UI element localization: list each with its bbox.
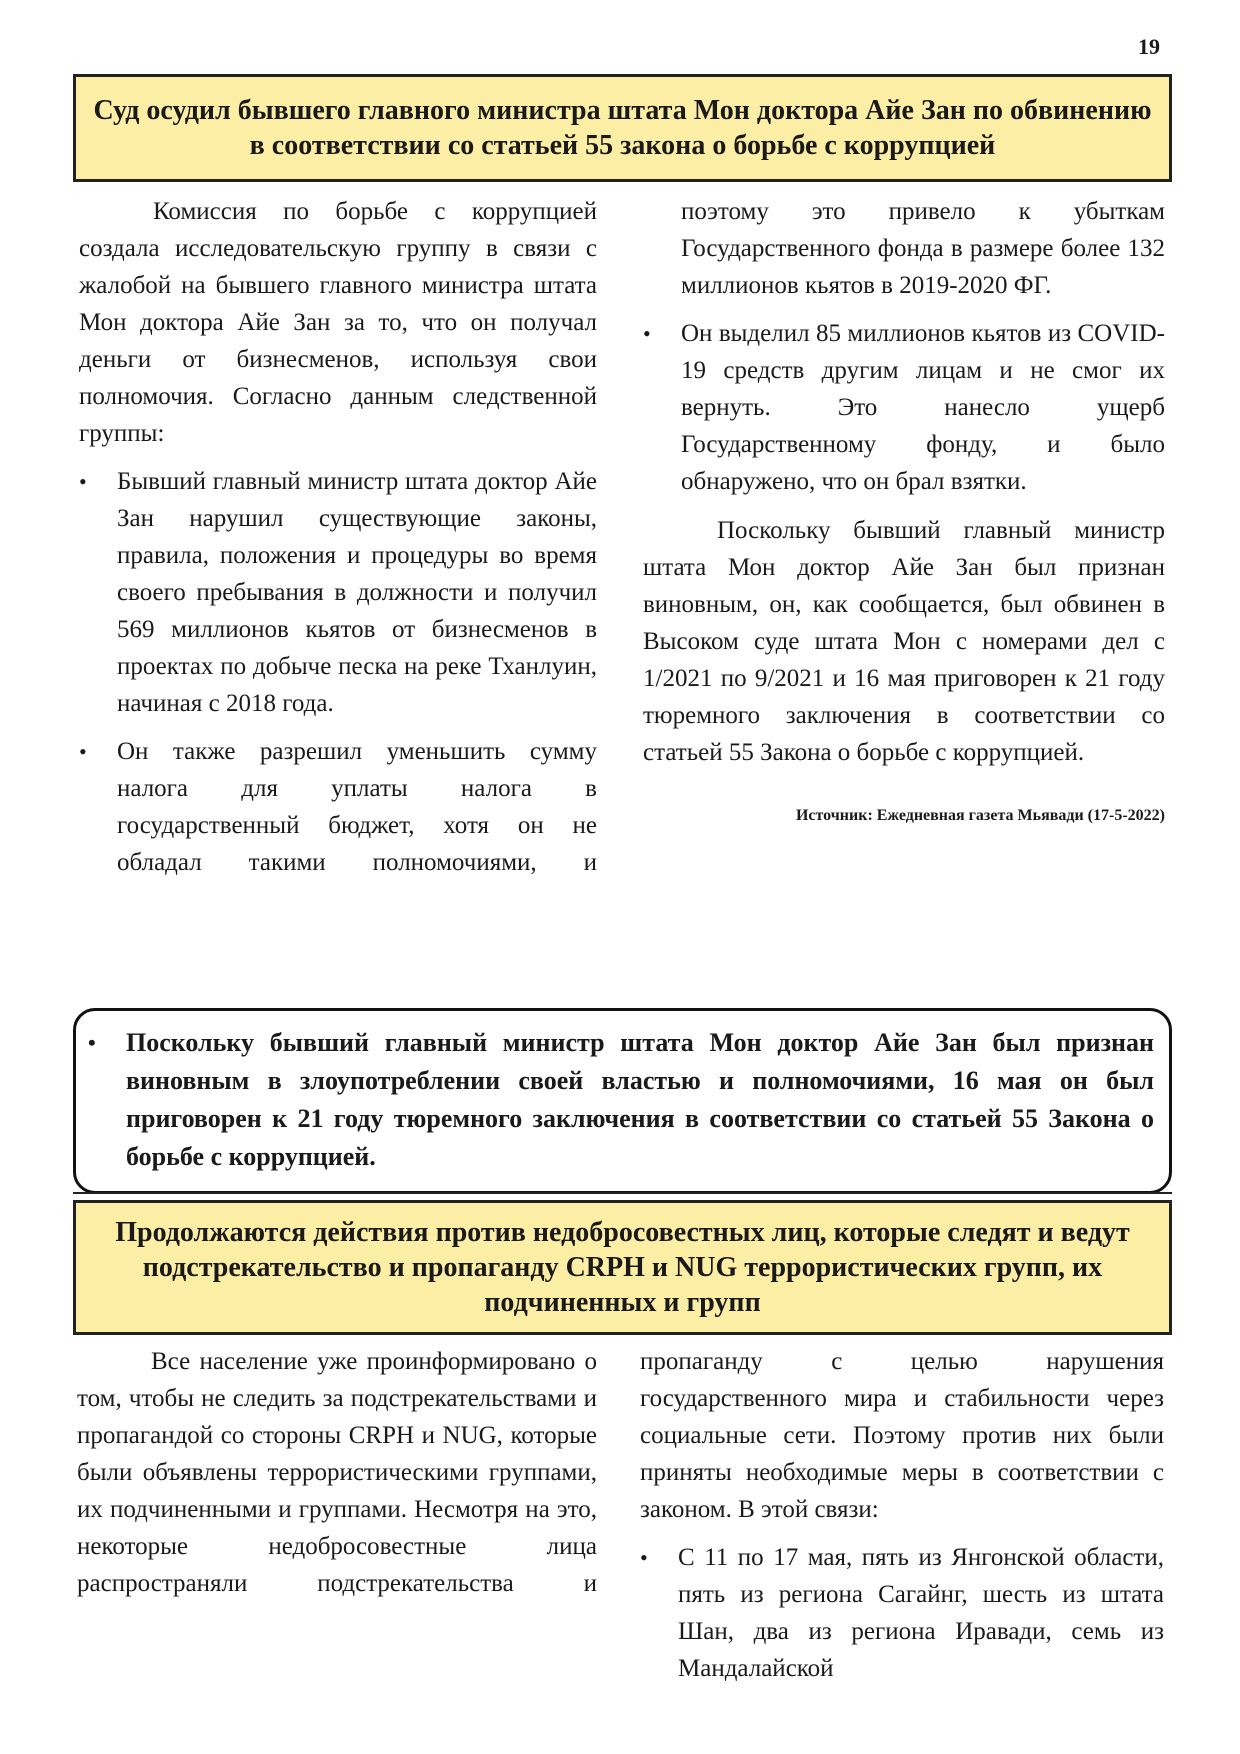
section1-title [73, 74, 1172, 182]
section2-title [73, 1200, 1172, 1335]
section2-right-text: пропаганду с целью нарушения государственного мира и стабильности через социальные сети. Поэтому против них были приняты необходимые меры в соответствии с законом. В этой связи: [640, 1348, 1164, 1523]
section1-left-column [79, 193, 597, 881]
source-credit: Источник: Ежедневная газета Мьявади (17-5-2022) [795, 807, 1165, 824]
section2-bullet-1: • С 11 по 17 мая, пять из Янгонской области, пять из региона Сагайнг, шесть из штата Шан, два из региона Иравади, семь из Мандалайской [640, 1539, 1164, 1687]
section1-bullet-2: • Он также разрешил уменьшить сумму налога для уплаты налога в государственный бюджет, хотя он не обладал такими полномочиями, и [79, 733, 597, 881]
page-number: 19 [1138, 34, 1160, 59]
section2-right-column [640, 1343, 1164, 1687]
highlight-note [86, 1024, 1154, 1176]
section2-title-text: Продолжаются действия против недобросовестных лиц, которые следят и ведут подстрекательство и пропаганду CRPH и NUG террористических групп, их подчиненных и групп [115, 1217, 1130, 1318]
section2-rule [73, 1192, 1172, 1194]
section1-bullet-3: • Он выделил 85 миллионов кьятов из COVID-19 средств другим лицам и не смог их вернуть. Это нанесло ущерб Государственному фонду, и было обнаружено, что он брал взятки. [643, 315, 1165, 500]
highlight-note-text: • Поскольку бывший главный министр штата Мон доктор Айе Зан был признан виновным в злоупотреблении своей властью и полномочиями, 16 мая он был приговорен к 21 году тюремного заключения в соответствии со статьей 55 Закона о борьбе с коррупцией. [86, 1024, 1154, 1176]
section1-bullet-1: • Бывший главный министр штата доктор Айе Зан нарушил существующие законы, правила, положения и процедуры во время своего пребывания в должности и получил 569 миллионов кьятов от бизнесменов в проектах по добыче песка на реке Тханлуин, начиная с 2018 года. [79, 463, 597, 722]
section2-left-column [77, 1343, 597, 1602]
section1-right-column [643, 193, 1165, 834]
section2-left-text: Все население уже проинформировано о том, чтобы не следить за подстрекательствами и пропагандой со стороны CRPH и NUG, которые были объявлены террористическими группами, их подчиненными и группами. Несмотря на это, некоторые недобросовестные лица распространяли подстрекательства и [77, 1348, 597, 1597]
section1-conclusion: Поскольку бывший главный министр штата Мон доктор Айе Зан был признан виновным, он, как сообщается, был обвинен в Высоком суде штата Мон с номерами дел с 1/2021 по 9/2021 и 16 мая приговорен к 21 году тюремного заключения в соответствии со статьей 55 Закона о борьбе с коррупцией. [643, 517, 1165, 766]
section1-bullet-2-cont: поэтому это привело к убыткам Государственного фонда в размере более 132 миллионов кьятов в 2019-2020 ФГ. [681, 198, 1165, 299]
section1-intro: Комиссия по борьбе с коррупцией создала исследовательскую группу в связи с жалобой на бывшего главного министра штата Мон доктора Айе Зан за то, что он получал деньги от бизнесменов, используя свои полномочия. Согласно данным следственной группы: [79, 198, 597, 447]
section1-title-text: Суд осудил бывшего главного министра штата Мон доктора Айе Зан по обвинению в соответствии со статьей 55 закона о борьбе с коррупцией [93, 95, 1152, 161]
